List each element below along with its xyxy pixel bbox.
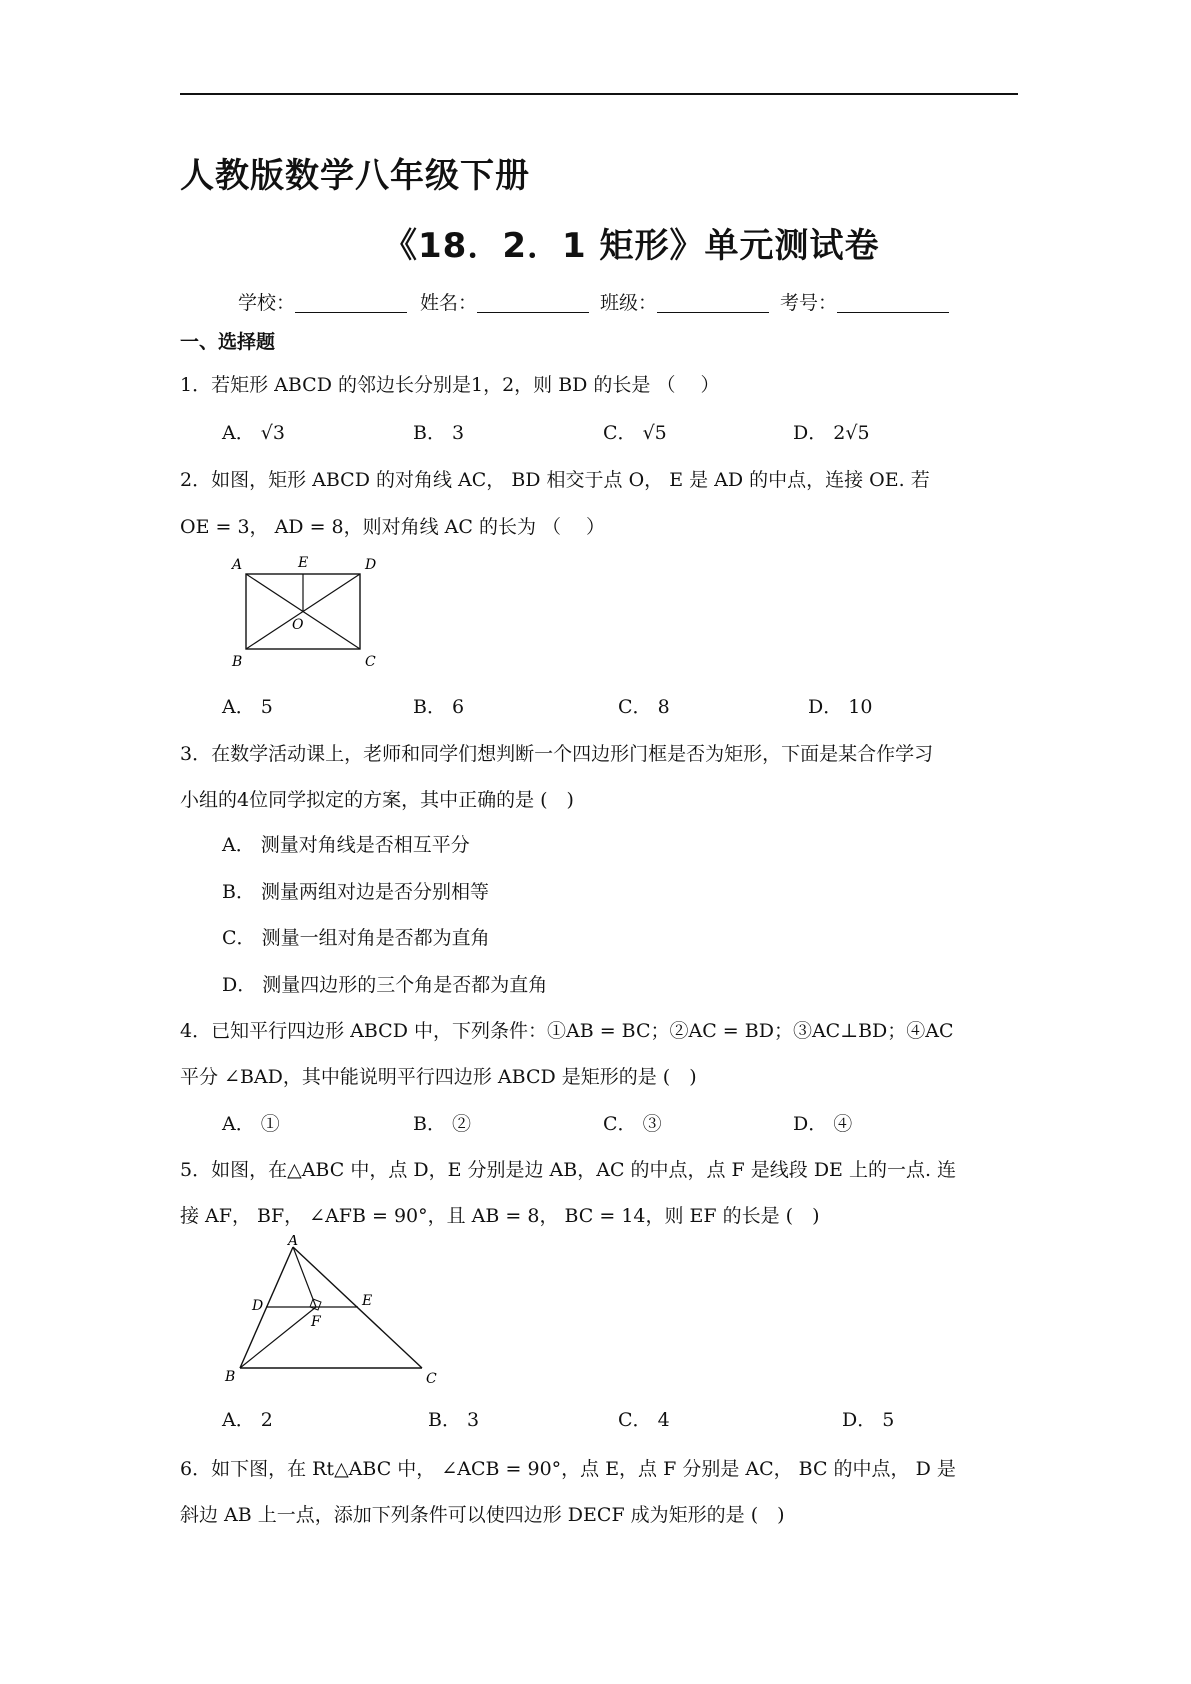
label-d: D	[252, 1298, 264, 1314]
q3-option-b[interactable]: B． 测量两组对边是否分别相等	[222, 881, 490, 903]
q1-option-c[interactable]: C． √5	[603, 422, 667, 444]
q2-stem-line1: 2．如图，矩形 ABCD 的对角线 AC， BD 相交于点 O， E 是 AD 的中点，连接 OE. 若	[180, 469, 930, 491]
label-b: B	[225, 1369, 236, 1385]
label-c: C	[365, 654, 376, 670]
q5-triangle-figure	[210, 1235, 445, 1385]
field-class	[600, 288, 769, 315]
q2-stem-line2: OE = 3， AD = 8，则对角线 AC 的长为 （ ）	[180, 516, 606, 538]
school-blank[interactable]	[295, 294, 407, 313]
q1-option-d[interactable]: D． 2√5	[793, 422, 870, 444]
q1-stem: 1．若矩形 ABCD 的邻边长分别是1，2，则 BD 的长是 （ ）	[180, 374, 720, 396]
q2-option-b[interactable]: B． 6	[413, 696, 465, 718]
q2-option-c[interactable]: C． 8	[618, 696, 670, 718]
field-label: 学校：	[238, 292, 296, 314]
field-label: 班级：	[600, 292, 658, 314]
label-o: O	[292, 617, 304, 633]
q3-stem-line2: 小组的4位同学拟定的方案，其中正确的是 ( )	[180, 789, 574, 811]
label-a: A	[232, 557, 243, 573]
section-heading: 一、选择题	[180, 331, 276, 353]
q1-option-a[interactable]: A． √3	[222, 422, 285, 444]
q4-stem-line2: 平分 ∠BAD，其中能说明平行四边形 ABCD 是矩形的是 ( )	[180, 1066, 697, 1088]
q2-option-a[interactable]: A． 5	[222, 696, 273, 718]
segment-bf	[240, 1307, 316, 1368]
label-c: C	[426, 1371, 437, 1385]
q3-option-d[interactable]: D． 测量四边形的三个角是否都为直角	[222, 974, 548, 996]
page-title: 人教版数学八年级下册	[180, 156, 530, 196]
q2-rectangle-figure	[222, 555, 382, 670]
name-blank[interactable]	[477, 294, 589, 313]
field-label: 姓名：	[420, 292, 478, 314]
q5-option-b[interactable]: B． 3	[428, 1409, 480, 1431]
q5-option-d[interactable]: D． 5	[842, 1409, 895, 1431]
label-e: E	[362, 1293, 373, 1309]
q3-stem-line1: 3．在数学活动课上，老师和同学们想判断一个四边形门框是否为矩形，下面是某合作学习	[180, 743, 934, 765]
page-subtitle: 《18．2．1 矩形》单元测试卷	[383, 226, 880, 266]
field-name	[420, 288, 589, 315]
q3-option-c[interactable]: C． 测量一组对角是否都为直角	[222, 927, 490, 949]
label-f: F	[311, 1314, 321, 1330]
field-school	[238, 288, 407, 315]
q6-stem-line1: 6．如下图，在 Rt△ABC 中， ∠ACB = 90°，点 E，点 F 分别是 AC， BC 的中点， D 是	[180, 1458, 956, 1480]
exam-no-blank[interactable]	[837, 294, 949, 313]
q6-stem-line2: 斜边 AB 上一点，添加下列条件可以使四边形 DECF 成为矩形的是 ( )	[180, 1504, 785, 1526]
field-exam-no	[780, 288, 949, 315]
q5-stem-line2: 接 AF， BF， ∠AFB = 90°，且 AB = 8， BC = 14，则 EF 的长是 ( )	[180, 1205, 820, 1227]
q4-option-a[interactable]: A． ①	[222, 1113, 280, 1135]
q5-option-c[interactable]: C． 4	[618, 1409, 670, 1431]
q3-option-a[interactable]: A． 测量对角线是否相互平分	[222, 834, 470, 856]
field-label: 考号：	[780, 292, 838, 314]
label-a: A	[288, 1235, 299, 1249]
label-b: B	[232, 654, 243, 670]
segment-af	[293, 1247, 316, 1307]
q1-option-b[interactable]: B． 3	[413, 422, 465, 444]
header-rule	[180, 93, 1018, 95]
q4-option-c[interactable]: C． ③	[603, 1113, 662, 1135]
q5-stem-line1: 5．如图，在△ABC 中，点 D，E 分别是边 AB，AC 的中点，点 F 是线段 DE 上的一点. 连	[180, 1159, 957, 1181]
label-d: D	[365, 557, 377, 573]
q5-option-a[interactable]: A． 2	[222, 1409, 273, 1431]
label-e: E	[298, 555, 309, 571]
q4-option-b[interactable]: B． ②	[413, 1113, 472, 1135]
q4-option-d[interactable]: D． ④	[793, 1113, 853, 1135]
q2-option-d[interactable]: D． 10	[808, 696, 873, 718]
q4-stem-line1: 4．已知平行四边形 ABCD 中，下列条件：①AB = BC；②AC = BD；③AC⊥BD；④AC	[180, 1020, 954, 1042]
class-blank[interactable]	[657, 294, 769, 313]
